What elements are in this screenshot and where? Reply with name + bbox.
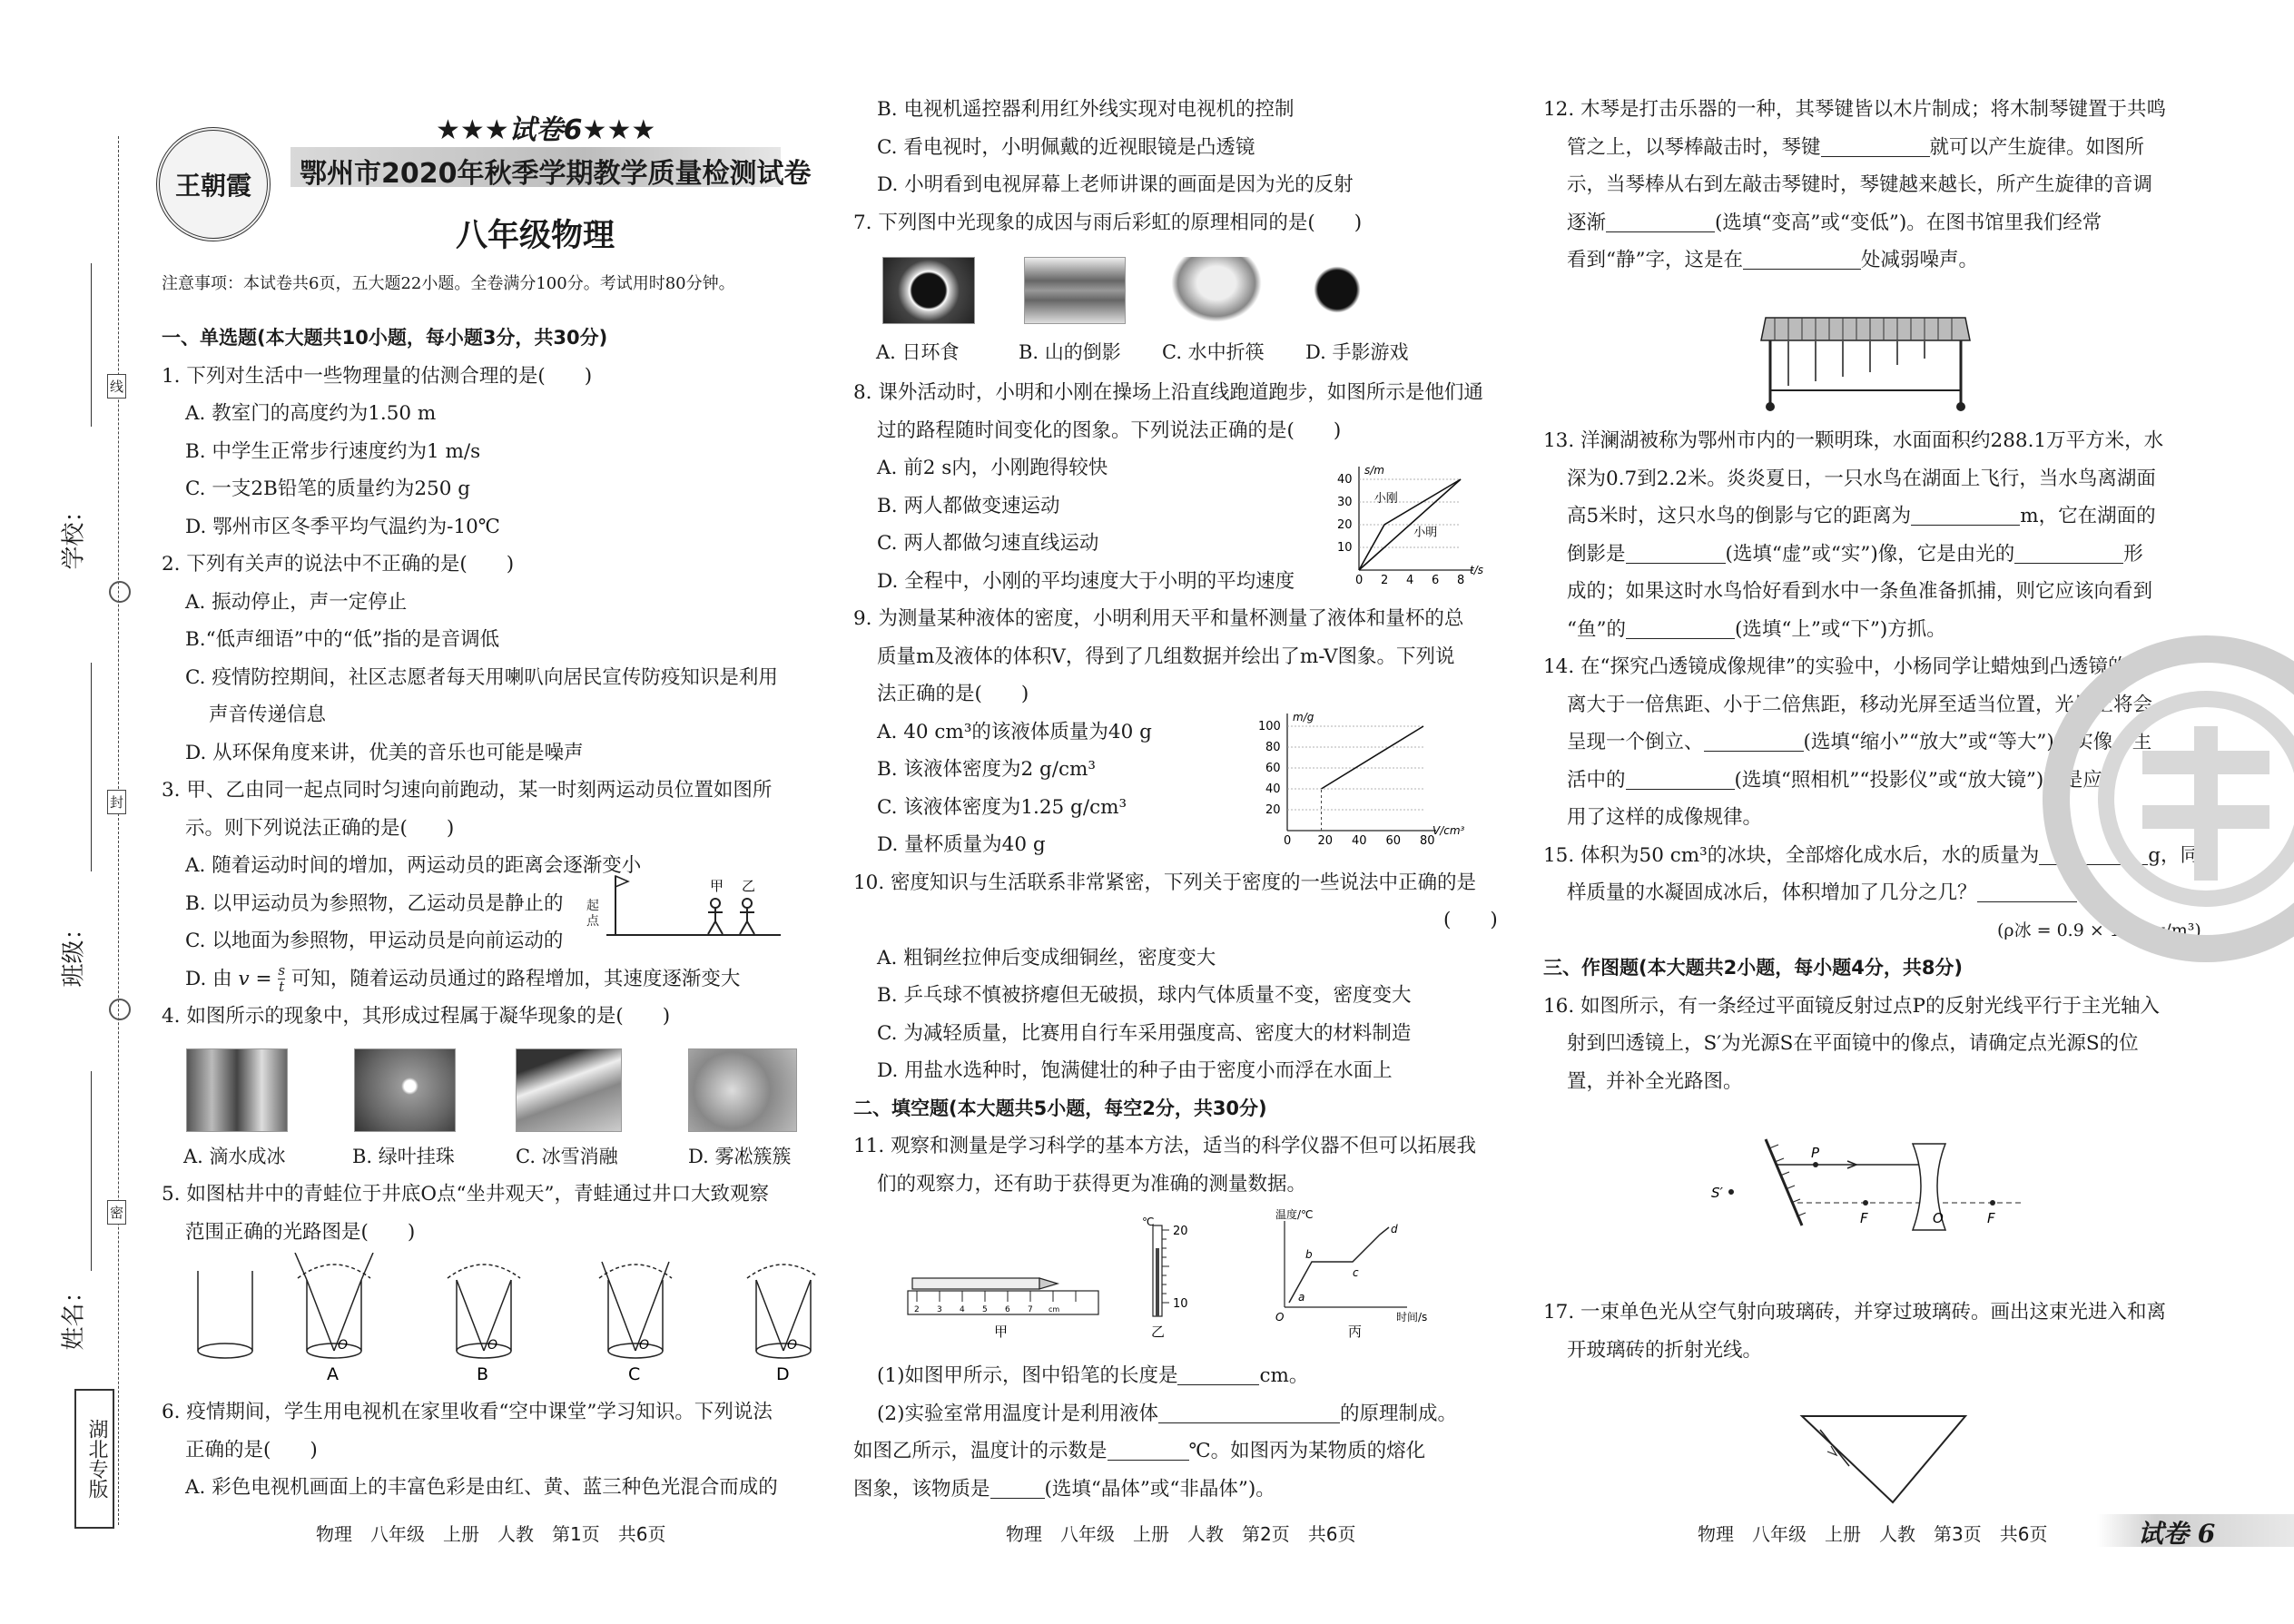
name-label: 姓名： bbox=[60, 1279, 88, 1351]
option: B. 电视机遥控器利用红外线实现对电视机的控制 bbox=[877, 98, 1295, 121]
point-p bbox=[1813, 1162, 1818, 1167]
pencil-tip-icon bbox=[1039, 1278, 1058, 1289]
option: D. 小明看到电视屏幕上老师讲课的画面是因为光的反射 bbox=[877, 173, 1354, 196]
blank-noise-reduction[interactable] bbox=[1743, 247, 1861, 270]
question-5-cont: 范围正确的光路图是( ) bbox=[185, 1220, 416, 1244]
text: (选填“上”或“下”)方抓。 bbox=[1734, 617, 1946, 641]
var-v: v bbox=[238, 967, 250, 990]
photo-icicles bbox=[186, 1048, 288, 1132]
logo-text: 王朝霞 bbox=[174, 171, 251, 201]
question-9-cont: 法正确的是( ) bbox=[877, 683, 1029, 705]
option: B. 两人都做变速运动 bbox=[877, 494, 1060, 517]
q9-mv-chart bbox=[1253, 708, 1471, 853]
axis-label-time: 时间/s bbox=[1396, 1311, 1428, 1324]
section-1-heading: 一、单选题(本大题共10小题，每小题3分，共30分) bbox=[162, 327, 608, 349]
photo-annular-eclipse bbox=[882, 257, 975, 324]
question-6-cont: 正确的是( ) bbox=[185, 1438, 318, 1462]
column-1-bottom bbox=[162, 1393, 778, 1507]
thermo-unit: ℃ bbox=[1142, 1216, 1155, 1228]
label-s-prime: S′ bbox=[1711, 1185, 1723, 1201]
option: D. 从环保角度来讲，优美的音乐也可能是噪声 bbox=[185, 741, 584, 764]
text: 处减弱噪声。 bbox=[1860, 249, 1978, 271]
label-start: 起点 bbox=[586, 899, 599, 929]
text: (选填“照相机”“投影仪”或“放大镜”)就是应 bbox=[1734, 768, 2102, 792]
seal-char-feng: 封 bbox=[107, 790, 126, 814]
question-14: 14. 在“探究凸透镜成像规律”的实验中，小杨同学让蜡烛到凸透镜的距 bbox=[1543, 655, 2148, 678]
question-14-cont: 离大于一倍焦距、小于二倍焦距，移动光屏至适当位置，光屏上将会 bbox=[1567, 693, 2153, 716]
point-s-prime bbox=[1728, 1189, 1734, 1195]
question-13: 13. 洋澜湖被称为鄂州市内的一颗明珠，水面面积约288.1万平方米，水 bbox=[1543, 429, 2164, 452]
column-2-q11 bbox=[853, 1357, 1457, 1508]
option-continuation: 声音传递信息 bbox=[209, 704, 327, 726]
ruler-tick-label: 4 bbox=[960, 1305, 965, 1314]
text: “鱼”的 bbox=[1567, 617, 1626, 641]
option: D. 用盐水选种时，饱满健壮的种子由于密度小而浮在水面上 bbox=[877, 1059, 1393, 1082]
x-tick-label: 4 bbox=[1406, 574, 1414, 587]
blank-pencil-length[interactable] bbox=[1177, 1363, 1259, 1385]
question-3-cont: 示。则下列说法正确的是( ) bbox=[185, 816, 455, 840]
question-8: 8. 课外活动时，小明和小刚在操场上沿直线跑道跑步，如图所示是他们通 bbox=[853, 381, 1483, 404]
q4-caption-d: D. 雾凇簇簇 bbox=[688, 1146, 792, 1167]
blank-crystal-type[interactable] bbox=[990, 1476, 1045, 1499]
option: C. 看电视时，小明佩戴的近视眼镜是凸透镜 bbox=[877, 135, 1255, 159]
footer-page-1: 物理 八年级 上册 人教 第1页 共6页 bbox=[316, 1523, 666, 1545]
point-c: c bbox=[1353, 1266, 1359, 1279]
point-o-a: O bbox=[338, 1338, 349, 1353]
series-line-0 bbox=[1322, 726, 1424, 789]
blank-image-size[interactable] bbox=[1704, 729, 1804, 752]
column-3-bottom bbox=[1543, 1294, 2166, 1369]
wheel-icon bbox=[1956, 402, 1965, 411]
option: A. 随着运动时间的增加，两运动员的距离会逐渐变小 bbox=[185, 854, 642, 877]
thermo-tick-10: 10 bbox=[1173, 1297, 1188, 1311]
y-tick-label: 30 bbox=[1337, 496, 1353, 509]
question-10-paren: ( ) bbox=[1443, 909, 1498, 931]
question-1: 1. 下列对生活中一些物理量的估测合理的是( ) bbox=[162, 364, 593, 388]
glass-prism bbox=[1802, 1416, 1965, 1502]
thermometer-ticks bbox=[1162, 1230, 1169, 1303]
option-formula bbox=[162, 960, 778, 999]
ruler-tick-label: 5 bbox=[982, 1305, 988, 1314]
exam-title: 鄂州市2020年秋季学期教学质量检测试卷 bbox=[300, 158, 812, 190]
seal-char-xian: 线 bbox=[107, 374, 126, 399]
y-tick-label: 20 bbox=[1265, 803, 1281, 817]
question-16-cont: 射到凹透镜上，S′为光源S在平面镜中的像点，请确定点光源S的位 bbox=[1567, 1032, 2139, 1055]
q4-caption-a: A. 滴水成冰 bbox=[183, 1146, 286, 1167]
mirror-hatching bbox=[1769, 1145, 1806, 1216]
option: C. 一支2B铅笔的质量约为250 g bbox=[185, 477, 470, 500]
denominator: t bbox=[279, 979, 285, 995]
label-d: D bbox=[776, 1364, 790, 1384]
text: (选填“变高”或“变低”)。在图书馆里我们经常 bbox=[1715, 211, 2102, 234]
binding-strip bbox=[54, 136, 127, 1525]
option: A. 教室门的高度约为1.50 m bbox=[185, 402, 437, 425]
exam-badge: ★★★试卷6★★★ bbox=[436, 114, 656, 146]
question-10: 10. 密度知识与生活联系非常紧密，下列关于密度的一些说法中正确的是 bbox=[853, 871, 1477, 894]
class-label: 班级： bbox=[60, 916, 88, 988]
x-tick-label: 60 bbox=[1385, 834, 1402, 848]
q11-1-text: (1)如图甲所示，图中铅笔的长度是 bbox=[877, 1364, 1178, 1387]
text: 形 bbox=[2123, 542, 2143, 566]
blank-temperature[interactable] bbox=[1108, 1438, 1189, 1461]
q8-st-chart bbox=[1330, 454, 1489, 590]
q11-part-3 bbox=[853, 1432, 1457, 1471]
label-jia: 甲 bbox=[710, 878, 724, 894]
text: 呈现一个倒立、 bbox=[1567, 731, 1704, 753]
y-axis-label: m/g bbox=[1293, 711, 1314, 723]
label-f-left: F bbox=[1860, 1210, 1868, 1226]
question-12-cont bbox=[1543, 241, 2166, 280]
ruler-figure bbox=[908, 1278, 1098, 1340]
point-o-b: O bbox=[487, 1338, 498, 1353]
ruler-unit: cm bbox=[1049, 1305, 1060, 1314]
option: A. 彩色电视机画面上的丰富色彩是由红、黄、蓝三种色光混合而成的 bbox=[185, 1476, 778, 1499]
label-yi: 乙 bbox=[742, 878, 756, 894]
text: 样质量的水凝固成冰后，体积增加了几分之几？ bbox=[1567, 881, 1977, 904]
question-8-cont: 过的路程随时间变化的图象。下列说法正确的是( ) bbox=[877, 418, 1342, 442]
q11-part-2 bbox=[853, 1395, 1457, 1433]
ruler-tick-label: 2 bbox=[914, 1305, 920, 1314]
column-1-lower bbox=[162, 1176, 769, 1251]
runner-jia-icon bbox=[708, 899, 723, 934]
thermometer-figure bbox=[1142, 1216, 1188, 1340]
blank-liquid-principle[interactable] bbox=[1158, 1401, 1340, 1423]
binding-ornament bbox=[109, 581, 131, 603]
option: B. 乒乓球不慎被挤瘪但无破损，球内气体质量不变，密度变大 bbox=[877, 984, 1412, 1007]
blank-vibration[interactable] bbox=[1821, 134, 1930, 157]
label-f-right: F bbox=[1987, 1210, 1995, 1226]
x-axis-label: t/s bbox=[1470, 564, 1483, 576]
x-tick-label: 80 bbox=[1420, 834, 1435, 848]
numerator: s bbox=[278, 962, 286, 979]
label-jia: 甲 bbox=[994, 1324, 1009, 1340]
footer-page-3: 物理 八年级 上册 人教 第3页 共6页 bbox=[1698, 1523, 2048, 1545]
axis-label-temp: 温度/℃ bbox=[1275, 1208, 1314, 1221]
option: D. 鄂州市区冬季平均气温约为-10℃ bbox=[185, 515, 500, 538]
question-17-cont: 开玻璃砖的折射光线。 bbox=[1567, 1338, 1763, 1362]
school-label: 学校： bbox=[60, 498, 88, 570]
question-2: 2. 下列有关声的说法中不正确的是( ) bbox=[162, 553, 515, 576]
question-12-cont: 示，当琴棒从右到左敲击琴键时，琴键越来越长，所产生旋律的音调 bbox=[1567, 173, 2153, 196]
photo-chopstick-water bbox=[1171, 257, 1262, 322]
blank-reflection-distance[interactable] bbox=[1911, 503, 2020, 526]
blank-image-type[interactable] bbox=[1626, 541, 1726, 564]
name-field-line bbox=[91, 1071, 92, 1271]
wheel-icon bbox=[1766, 402, 1775, 411]
edition-badge: 湖北专版 bbox=[74, 1389, 114, 1529]
photo-rime-frost bbox=[688, 1048, 797, 1132]
question-13-cont: 深为0.7到2.2米。炎炎夏日，一只水鸟在湖面上飞行，当水鸟离湖面 bbox=[1567, 467, 2156, 490]
focus-right bbox=[1990, 1200, 1995, 1206]
focus-left bbox=[1863, 1200, 1868, 1206]
y-tick-label: 100 bbox=[1258, 720, 1281, 733]
question-9: 9. 为测量某种液体的密度，小明利用天平和量杯测量了液体和量杯的总 bbox=[853, 607, 1464, 630]
option: A. 40 cm³的该液体质量为40 g bbox=[877, 720, 1152, 743]
q11-part-1 bbox=[853, 1357, 1457, 1395]
photo-mountain-reflection bbox=[1024, 257, 1126, 324]
q11-1-unit: cm。 bbox=[1259, 1364, 1309, 1387]
fraction bbox=[278, 963, 285, 995]
question-11-cont: 们的观察力，还有助于获得更为准确的测量数据。 bbox=[877, 1172, 1307, 1196]
q11-3-text: 如图乙所示，温度计的示数是 bbox=[853, 1440, 1108, 1462]
option: D. 全程中，小刚的平均速度大于小明的平均速度 bbox=[877, 569, 1295, 593]
question-14-cont: 用了这样的成像规律。 bbox=[1567, 806, 1763, 829]
flag-icon bbox=[615, 876, 628, 887]
text: (选填“缩小”“放大”或“等大”)的实像，生 bbox=[1803, 731, 2152, 753]
q11-4-text: 图象，该物质是 bbox=[853, 1477, 990, 1501]
seal-char-mi: 密 bbox=[107, 1200, 126, 1225]
x-tick-label: 2 bbox=[1381, 574, 1389, 587]
binding-ornament bbox=[109, 999, 131, 1020]
x-tick-label: 8 bbox=[1457, 574, 1465, 587]
ruler-tick-label: 7 bbox=[1028, 1305, 1033, 1314]
pencil bbox=[912, 1278, 1039, 1289]
well-b bbox=[448, 1265, 520, 1358]
option: C. 以地面为参照物，甲运动员是向前运动的 bbox=[185, 930, 564, 952]
photo-shadow-puppet bbox=[1307, 257, 1407, 322]
section-2-heading: 二、填空题(本大题共5小题，每空2分，共30分) bbox=[853, 1097, 1267, 1119]
question-13-cont bbox=[1543, 536, 2201, 574]
q11-figures bbox=[899, 1207, 1480, 1343]
q7-caption-d: D. 手影游戏 bbox=[1305, 341, 1409, 363]
point-o-d: O bbox=[787, 1338, 798, 1353]
q5-figure bbox=[182, 1253, 817, 1389]
thermometer-liquid bbox=[1156, 1248, 1159, 1316]
text: g，同 bbox=[2148, 843, 2200, 867]
plane-mirror bbox=[1766, 1139, 1802, 1225]
label-p: P bbox=[1811, 1145, 1820, 1161]
y-tick-label: 60 bbox=[1265, 762, 1281, 775]
blank-light-phenomenon[interactable] bbox=[2014, 541, 2123, 564]
option: A. 振动停止，声一定停止 bbox=[185, 590, 408, 614]
q7-caption-a: A. 日环食 bbox=[876, 341, 960, 363]
ruler-tick-label: 3 bbox=[937, 1305, 942, 1314]
x-tick-label: 6 bbox=[1432, 574, 1440, 587]
section-3-heading: 三、作图题(本大题共2小题，每小题4分，共8分) bbox=[1543, 957, 1964, 979]
text: 活中的 bbox=[1567, 768, 1626, 792]
school-field-line bbox=[91, 263, 92, 427]
option: B. 该液体密度为2 g/cm³ bbox=[877, 758, 1097, 781]
well-d bbox=[747, 1265, 817, 1358]
question-4: 4. 如图所示的现象中，其形成过程属于凝华现象的是( ) bbox=[162, 1005, 671, 1028]
column-2 bbox=[853, 91, 1362, 241]
question-12: 12. 木琴是打击乐器的一种，其琴键皆以木片制成；将木制琴键置于共鸣 bbox=[1543, 98, 2167, 121]
y-tick-label: 40 bbox=[1265, 782, 1281, 796]
q11-2-text: (2)实验室常用温度计是利用液体 bbox=[877, 1402, 1158, 1425]
q17-figure bbox=[1793, 1412, 1974, 1511]
text: 逐渐 bbox=[1567, 211, 1607, 234]
series-label-0: 小刚 bbox=[1373, 492, 1398, 506]
text: 高5米时，这只水鸟的倒影与它的距离为 bbox=[1567, 505, 1912, 527]
y-tick-label: 20 bbox=[1337, 518, 1353, 532]
photo-leaf-drops bbox=[354, 1048, 456, 1132]
text: 就可以产生旋律。如图所 bbox=[1929, 135, 2145, 159]
ruler-tick-label: 6 bbox=[1005, 1305, 1010, 1314]
q11-3-text-end: ℃。如图丙为某物质的熔化 bbox=[1188, 1440, 1426, 1462]
well-c bbox=[599, 1262, 672, 1358]
equals-sign: = bbox=[255, 967, 272, 990]
question-11: 11. 观察和测量是学习科学的基本方法，适当的科学仪器不但可以拓展我 bbox=[853, 1135, 1477, 1157]
point-d: d bbox=[1391, 1223, 1398, 1235]
q11-part-4 bbox=[853, 1471, 1457, 1509]
point-o-c: O bbox=[639, 1338, 650, 1353]
label-bing: 丙 bbox=[1348, 1324, 1363, 1340]
xylophone-figure bbox=[1752, 300, 1979, 418]
option: A. 前2 s内，小刚跑得较快 bbox=[877, 457, 1108, 479]
x-tick-label: 0 bbox=[1284, 834, 1292, 848]
option-prefix: D. 由 bbox=[185, 967, 232, 990]
question-12-cont bbox=[1543, 129, 2166, 167]
question-16: 16. 如图所示，有一条经过平面镜反射过点P的反射光线平行于主光轴入 bbox=[1543, 994, 2160, 1018]
option: B. 中学生正常步行速度约为1 m/s bbox=[185, 439, 481, 463]
point-a: a bbox=[1298, 1291, 1305, 1304]
blank-direction[interactable] bbox=[1626, 616, 1735, 639]
label-o: O bbox=[1933, 1210, 1944, 1226]
question-16-cont: 置，并补全光路图。 bbox=[1567, 1069, 1743, 1093]
logo bbox=[156, 127, 271, 241]
footer-tag: 试卷 6 bbox=[2138, 1519, 2216, 1549]
x-tick-label: 40 bbox=[1352, 834, 1367, 848]
question-17: 17. 一束单色光从空气射向玻璃砖，并穿过玻璃砖。画出这束光进入和离 bbox=[1543, 1301, 2167, 1324]
q16-figure bbox=[1711, 1130, 2038, 1248]
seal-watermark bbox=[2033, 626, 2294, 971]
question-13-cont bbox=[1543, 497, 2201, 536]
melting-graph bbox=[1275, 1207, 1427, 1340]
q3-figure bbox=[581, 867, 790, 949]
origin-o: O bbox=[1275, 1311, 1285, 1324]
text: 看到“静”字，这是在 bbox=[1567, 249, 1743, 271]
label-c: C bbox=[628, 1364, 641, 1384]
question-5: 5. 如图枯井中的青蛙位于井底O点“坐井观天”，青蛙通过井口大致观察 bbox=[162, 1183, 769, 1206]
blank-optical-device[interactable] bbox=[1626, 767, 1735, 790]
option: A. 粗铜丝拉伸后变成细铜丝，密度变大 bbox=[877, 946, 1216, 969]
x-tick-label: 20 bbox=[1317, 834, 1334, 848]
option: C. 两人都做匀速直线运动 bbox=[877, 532, 1099, 555]
text: 15. 体积为50 cm³的冰块，全部熔化成水后，水的质量为 bbox=[1543, 843, 2040, 867]
y-tick-label: 40 bbox=[1337, 473, 1353, 487]
option-suffix: 可知，随着运动员通过的路程增加，其速度逐渐变大 bbox=[290, 967, 741, 990]
y-tick-label: 10 bbox=[1337, 541, 1353, 555]
y-tick-label: 80 bbox=[1265, 741, 1281, 754]
well-a bbox=[295, 1253, 373, 1358]
point-b: b bbox=[1305, 1248, 1313, 1261]
q4-caption-b: B. 绿叶挂珠 bbox=[352, 1146, 455, 1167]
notice: 注意事项：本试卷共6页，五大题22小题。全卷满分100分。考试用时80分钟。 bbox=[162, 274, 735, 293]
x-tick-label: 0 bbox=[1355, 574, 1364, 587]
class-field-line bbox=[91, 663, 92, 871]
label-a: A bbox=[327, 1364, 339, 1384]
label-yi: 乙 bbox=[1151, 1324, 1166, 1340]
question-9-cont: 质量m及液体的体积V，得到了几组数据并绘出了m-V图象。下列说 bbox=[877, 645, 1455, 668]
question-12-cont bbox=[1543, 204, 2166, 242]
q7-caption-b: B. 山的倒影 bbox=[1019, 341, 1121, 363]
q4-caption-c: C. 冰雪消融 bbox=[516, 1146, 618, 1167]
subject-title: 八年级物理 bbox=[456, 217, 615, 254]
question-7: 7. 下列图中光现象的成因与雨后彩虹的原理相同的是( ) bbox=[853, 211, 1363, 234]
q11-2-text-end: 的原理制成。 bbox=[1339, 1402, 1457, 1425]
label-b: B bbox=[477, 1364, 489, 1384]
text: 管之上，以琴棒敲击时，琴键 bbox=[1567, 135, 1821, 159]
option: B.“低声细语”中的“低”指的是音调低 bbox=[185, 628, 500, 651]
question-13-cont: 成的；如果这时水鸟恰好看到水中一条鱼准备抓捕，则它应该向看到 bbox=[1567, 580, 2153, 603]
q11-4-text-end: (选填“晶体”或“非晶体”)。 bbox=[1044, 1477, 1275, 1501]
series-label-1: 小明 bbox=[1413, 526, 1438, 540]
option: C. 为减轻质量，比赛用自行车采用强度高、密度大的材料制造 bbox=[877, 1021, 1412, 1045]
photo-melting-snow bbox=[516, 1048, 622, 1132]
ice-density-note: (ρ冰 = 0.9 × 10³ kg/m³) bbox=[1997, 920, 2201, 940]
option: D. 量杯质量为40 g bbox=[877, 833, 1046, 856]
thermo-tick-20: 20 bbox=[1173, 1225, 1188, 1238]
text: m，它在湖面的 bbox=[2020, 505, 2156, 527]
text: (选填“虚”或“实”)像，它是由光的 bbox=[1725, 542, 2015, 566]
well-with-frog bbox=[198, 1271, 252, 1358]
option: B. 以甲运动员为参照物，乙运动员是静止的 bbox=[185, 891, 564, 915]
blank-pitch[interactable] bbox=[1606, 210, 1715, 232]
resonator-tubes bbox=[1788, 340, 1925, 386]
footer-page-2: 物理 八年级 上册 人教 第2页 共6页 bbox=[1006, 1523, 1356, 1545]
runner-yi-icon bbox=[740, 899, 754, 934]
text: 倒影是 bbox=[1567, 542, 1626, 566]
q7-caption-c: C. 水中折筷 bbox=[1162, 341, 1265, 363]
question-6: 6. 疫情期间，学生用电视机在家里收看“空中课堂”学习知识。下列说法 bbox=[162, 1401, 773, 1423]
option: C. 疫情防控期间，社区志愿者每天用喇叭向居民宣传防疫知识是利用 bbox=[185, 665, 778, 689]
y-axis-label: s/m bbox=[1364, 464, 1384, 477]
column-3 bbox=[1543, 91, 2166, 280]
option: C. 该液体密度为1.25 g/cm³ bbox=[877, 795, 1127, 819]
binding-line bbox=[118, 136, 119, 1525]
question-3: 3. 甲、乙由同一起点同时匀速向前跑动，某一时刻两运动员位置如图所 bbox=[162, 779, 773, 802]
x-axis-label: V/cm³ bbox=[1433, 824, 1465, 837]
